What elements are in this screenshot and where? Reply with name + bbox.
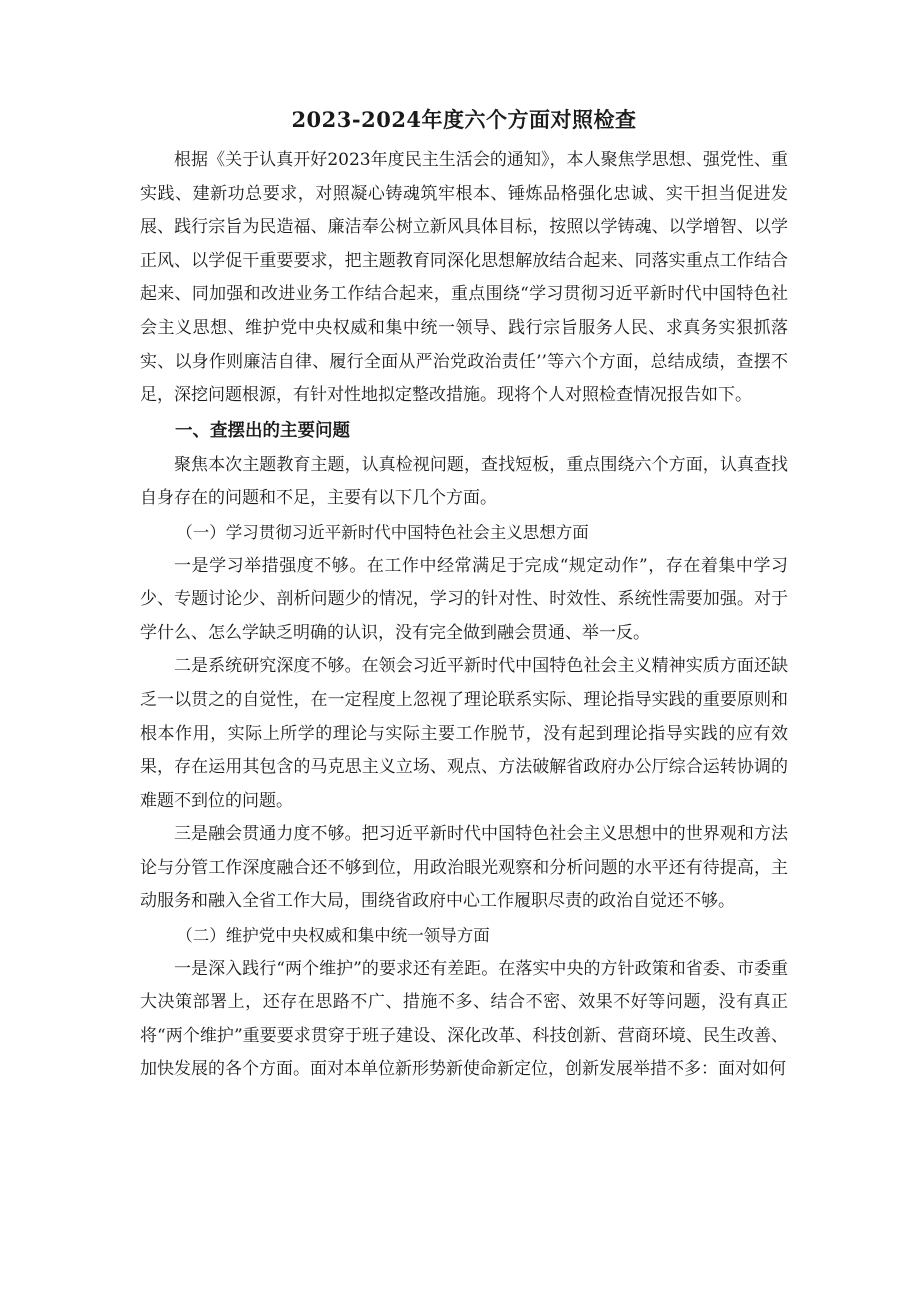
paragraph-research-depth: 二是系统研究深度不够。在领会习近平新时代中国特色社会主义精神实质方面还缺乏一以贯之的自觉性，在一定程度上忽视了理论联系实际、理论指导实践的重要原则和根本作用，实际上所学的理论与实际主要工作脱节，没有起到理论指导实践的应有效果，存在运用其包含的马克思主义立场、观点、方法破解省政府办公厅综合运转协调的难题不到位的问题。 <box>140 656 788 811</box>
paragraph-integration: 三是融会贯通力度不够。把习近平新时代中国特色社会主义思想中的世界观和方法论与分管工作深度融合还不够到位，用政治眼光观察和分析问题的水平还有待提高，主动服务和融入全省工作大局，围绕省政府中心工作履职尽责的政治自觉还不够。 <box>140 824 788 912</box>
section-heading: 一、查摆出的主要问题 <box>175 420 350 441</box>
paragraph-two-safeguards: 一是深入践行“两个维护”的要求还有差距。在落实中央的方针政策和省委、市委重大决策部署上，还存在思路不广、措施不多、结合不密、效果不好等问题，没有真正将“两个维护”重要要求贯穿于班子建设、深化改革、科技创新、营商环境、民生改善、加快发展的各个方面。面对本单位新形势新使命新定位，创新发展举措不多：面对如何 <box>140 958 788 1080</box>
paragraph-study-intensity: 一是学习举措强度不够。在工作中经常满足于完成“规定动作”，存在着集中学习少、专题讨论少、剖析问题少的情况，学习的针对性、时效性、系统性需要加强。对于学什么、怎么学缺乏明确的认识，没有完全做到融会贯通、举一反。 <box>140 555 788 643</box>
document-title: 2023-2024年度六个方面对照检查 <box>291 107 637 132</box>
section-intro-paragraph: 聚焦本次主题教育主题，认真检视问题，查找短板，重点围绕六个方面，认真查找自身存在的问题和不足，主要有以下几个方面。 <box>140 454 788 509</box>
document-page <box>140 100 788 1087</box>
subsection-heading-2: （二）维护党中央权威和集中统一领导方面 <box>176 926 490 946</box>
intro-paragraph: 根据《关于认真开好2023年度民主生活会的通知》，本人聚焦学思想、强党性、重实践、建新功总要求，对照凝心铸魂筑牢根本、锤炼品格强化忠诚、实干担当促进发展、践行宗旨为民造福、廉洁奉公树立新风具体目标，按照以学铸魂、以学增智、以学正风、以学促干重要要求，把主题教育同深化思想解放结合起来、同落实重点工作结合起来、同加强和改进业务工作结合起来，重点围绕“学习贯彻习近平新时代中国特色社会主义思想、维护党中央权威和集中统一领导、践行宗旨服务人民、求真务实狠抓落实、以身作则廉洁自律、履行全面从严治党政治责任’’等六个方面，总结成绩，查摆不足，深挖问题根源，有针对性地拟定整改措施。现将个人对照检查情况报告如下。 <box>140 150 788 406</box>
subsection-heading-1: （一）学习贯彻习近平新时代中国特色社会主义思想方面 <box>176 522 589 542</box>
